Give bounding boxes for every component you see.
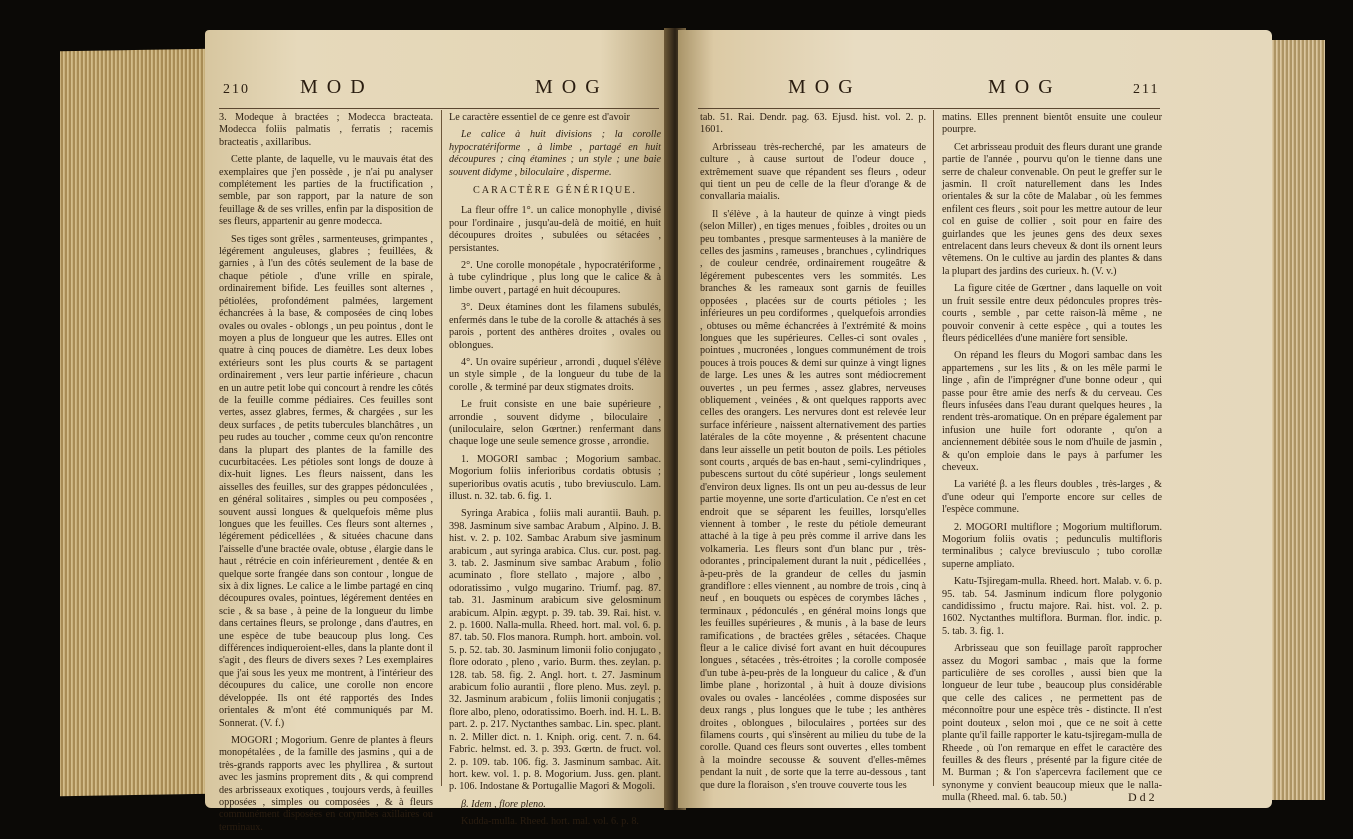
paragraph: 3°. Deux étamines dont les filamens subulés, enfermés dans le tube de la corolle & attachés à ses parois , portent des anthères droites , ovales ou oblongues.: [449, 302, 661, 351]
paragraph: 4°. Un ovaire supérieur , arrondi , duquel s'élève un style simple , de la longueur du tube de la corolle , & terminé par deux stigmates droits.: [449, 356, 661, 393]
left-header-right: M O G: [535, 76, 602, 98]
left-column-2: [449, 112, 661, 834]
right-header-right: M O G: [988, 76, 1055, 98]
left-head-rule: [219, 108, 659, 109]
paragraph: tab. 51. Rai. Dendr. pag. 63. Ejusd. hist. vol. 2. p. 1601.: [700, 112, 926, 136]
paragraph: Cette plante, de laquelle, vu le mauvais état des exemplaires que j'en possède , je n'ai pu analyser complétement les parties de la fructification , semble, par son rapport, par la nature de son feuillage & de ses vrilles, enfin par la disposition de ses fleurs, appartenir au genre modecca.: [219, 154, 433, 228]
left-column-1: [219, 112, 433, 839]
signature-mark: D d 2: [1128, 790, 1155, 804]
right-header-left: M O G: [788, 76, 855, 98]
paragraph: Katu-Tsjiregam-mulla. Rheed. hort. Malab. v. 6. p. 95. tab. 54. Jasminum indicum flore polygonio candidissimo , fructu majore. Rai. hist. vol. 2. p. 1602. Nyctanthes multiflora. Burman. flor. indic. p. 5. tab. 3. fig. 1.: [942, 576, 1162, 637]
left-page: [205, 30, 670, 833]
paragraph: 3. Modeque à bractées ; Modecca bracteata. Modecca foliis palmatis , ferratis ; racemis bracteatis , axillaribus.: [219, 112, 433, 148]
paragraph: Il s'élève , à la hauteur de quinze à vingt pieds (selon Miller) , en tiges menues , foibles , droites ou un peu tombantes , presque sarmenteuses à la manière de celles des jasmins , rameuses , branchues , cylindriques , de couleur cendrée, ordinairement rougeâtre & légérement pubescentes vers les sommités. Les branches & les rameaux sont garnis de feuilles opposées , placées sur de courts pétioles ; les inférieures un peu cordiformes , quelquefois arrondies , obtuses ou même échancrées à l'extrémité & moins longues que les supérieures. Celles-ci sont ovales , pointues , mucronées , longues communément de trois pouces à trois pouces & demi sur quinze à vingt lignes de large. Les unes & les autres sont médiocrement ouvertes , un peu fermes , assez glabres, nerveuses obliquement , veinées , & ont quelques rapports avec celles des orangers. Les nervures dont est relevée leur surface inférieure , naissent alternativement des parties latérales de la côte moyenne , & présentent chacune dans leur aisselle un petit bouton de poils. Les pétioles sont courts , arqués de bas en-haut , semi-cylindriques , pubescens surtout du côté supérieur , longs seulement d'environ deux lignes. Ils ont un peu au-dessus de leur partie moyenne, une sorte d'articulation. Ce n'est en cet endroit que se séparent les feuilles, lorsqu'elles viennent à tomber , le reste du pétiole demeurant attaché à la tige à peu près comme il arrive dans les volkameria. Les fleurs sont d'un blanc pur , très-odorantes , principalement durant la nuit , pédicellées , à-peu-près de la grandeur de celles du jasmin grandiflore : elles viennent , au nombre de trois , cinq à neuf , en bouquets ou espèces de corymbes lâches , terminaux , pédonculés , en général moins longs que les feuilles supérieures , & munis , à la base de leurs ramifications , de bractées grêles , sétacées. Chaque fleur a le calice divisé fort avant en huit découpures longues , sétacées , très-étroites ; la corolle composée d'un tube à-peu-près de la longueur du calice , & d'un limbe plane , horizontal , à huit à douze divisions ovales ou ovales - lancéolées , comme disposées sur deux rangs , plus longues que le tube ; les anthères droites , oblongues , biloculaires , portées sur des filamens courts , qui s'insèrent au milieu du tube de la corolle. Quand ces fleurs sont ouvertes , elles tombent à la moindre secousse & souvent d'elles-mêmes pendant la nuit , de sorte que la terre au-dessous , tant que dure la floraison , s'en trouve couverte tous les: [700, 208, 926, 791]
page-edges-left: [60, 49, 210, 797]
right-column-2: [942, 112, 1162, 810]
paragraph: Kudda-mulla. Rheed. hort. mal. vol. 6. p. 8.: [461, 816, 639, 828]
paragraph: 2. MOGORI multiflore ; Mogorium multiflorum. Mogorium foliis ovatis ; pedunculis multifloris terminalibus ; calyce breviusculo ; tubo corollæ superne ampliato.: [942, 521, 1162, 570]
left-running-head: [205, 76, 670, 106]
right-running-head: [678, 76, 1272, 106]
paragraph: Arbrisseau que son feuillage paroît rapprocher assez du Mogori sambac , mais que la forme particulière de ses corolles , aussi bien que la longueur de leur tube , beaucoup plus considérable que celle des calices , ne permettent pas de méconnoître pour une espèce très - distincte. Il n'est point douteux , selon moi , que ce ne soit à cette plante qu'il faille rapporter le katu-tsjiregam-mulla de Rheede , où l'on remarque en effet le caractère des feuilles & des fleurs , présenté par la figure citée de M. Burman ; & l'on s'apercevra facilement que ce synonyme y convient beaucoup mieux que le nalla-mulla (Rheed. mal. 6. tab. 50.): [942, 643, 1162, 804]
paragraph: Cet arbrisseau produit des fleurs durant une grande partie de l'année , pourvu qu'on le tienne dans une serre de chaleur convenable. On peut le greffer sur le jasmin. Il croît naturellement dans les Indes orientales & sur la côte de Malabar , où les femmes enfilent ces fleurs , soit pour les mettre autour de leur col en guise de collier , soit pour en faire des guirlandes que les jeunes gens des deux sexes entrelacent dans leurs cheveux & dont ils ornent leurs vêtemens. On le cultive au jardin des plantes & dans la plupart des jardins des curieux. ħ. (V. v.): [942, 141, 1162, 277]
right-head-rule: [698, 108, 1160, 109]
section-heading: CARACTÈRE GÉNÉRIQUE.: [473, 185, 637, 197]
paragraph: Ses tiges sont grêles , sarmenteuses, grimpantes , légérement anguleuses, glabres ; feuillées, & garnies , à l'un des côtés seulement de la base de chaque pétiole , d'une vrille en spirale, ordinairement bifide. Les feuilles sont alternes , pétiolées, profondément palmées, largement échancrées à la base, & composées de cinq lobes ovales ou ovales - oblongs , un peu pointus , dont le moyen a plus de longueur que les autres. Elles ont quatre à cinq pouces de diamètre. Les deux lobes extérieurs sont les plus courts & se partagent ordinairement , vers leur partie inférieure , chacun en un autre petit lobe qui concourt à rendre les côtés de la feuille comme pédiaires. Ces feuilles sont vertes, assez glabres, fermes, & chargées , sur les deux surfaces , de petits tubercules blanchâtres , un peu rudes au toucher , comme ceux qu'on rencontre dans la plupart des plantes de la famille des cucurbitacées. Les pétioles sont longs de douze à dix-huit lignes. Les fleurs naissent, dans les aisselles des feuilles, sur des grappes pédonculées , en général solitaires , simples ou peu composées , souvent aussi longues & quelquefois même plus longues que les feuilles. Ces fleurs sont alternes , légérement pédicellées , & situées chacune dans l'aisselle d'une bractée ovale, obtuse , élargie dans le haut , rétrécie en coin inférieurement , dentée & en quelque sorte frangée dans son contour , longue de six à dix lignes. Le calice a le limbe partagé en cinq découpures ovales, pointues, légérement dentées en scie , & sa base , à peine de la longueur du limbe dans certaines fleurs, se prolonge , dans d'autres, en une espèce de tube beaucoup plus long. Ces différences indiqueroient-elles, dans la plante dont il s'agit , des fleurs de divers sexes ? Les exemplaires que j'ai sous les yeux me montrent, à l'intérieur des découpures du calice, une corolle non encore développée. Ils ont été rapportés des Indes orientales & m'ont été communiqués par M. Sonnerat. (V. f.): [219, 233, 433, 729]
paragraph: Syringa Arabica , foliis mali aurantii. Bauh. p. 398. Jasminum sive sambac Arabum , Alpino. J. B. hist. v. 2. p. 102. Sambac Arabum sive jasminum arabicum , aut syringa arabica. Clus. cur. post. pag. 3. tab. 2. Jasminum sive sambac Arabum , folio acuminato , flore stellato , majore , albo , odoratissimo , vulgo mugarino. Triumf. pag. 87. tab. 31. Jasminum arabicum sive gelosminum arabicum. Alpin. ægypt. p. 39. tab. 39. Rai. hist. v. 2. p. 1600. Nalla-mulla. Rheed. hort. mal. vol. 6. p. 87. tab. 50. Flos manora. Rumph. hort. amboin. vol. 5. p. 52. tab. 30. Jasminum limonii folio conjugato , flore odorato , pleno , vario. Burm. thes. zeylan. p. 128. tab. 58. fig. 2. Angl. hort. t. 27. Jasminum arabicum folio aurantii , flore pleno. Mus. zeyl. p. 32. Jasminum arabicum , foliis limonii conjugatis ; flore albo, pleno, odoratissimo. Boerh. ind. H. L. B. part. 2. p. 217. Nyctanthes sambac. Lin. spec. plant. n. 2. Miller dict. n. 1. Kniph. orig. cent. 7. n. 64. Fabric. helmst. ed. 3. p. 393. Gœrtn. de fruct. vol. 2. p. 109. tab. 106. fig. 3. Jasminum sambac. Ait. hort. kew. vol. 1. p. 8. Mogorium. Juss. gen. plant. p. 106. Indostane & Portugallie Magori & Mogolі.: [449, 508, 661, 793]
paragraph: 2°. Une corolle monopétale , hypocratériforme , à tube cylindrique , plus long que le calice & à limbe ouvert , partagé en huit découpures.: [449, 260, 661, 296]
paragraph: 1. MOGORI sambac ; Mogorium sambac. Mogorium foliis inferioribus cordatis obtusis ; superioribus ovatis acutis , tubo breviusculo. Lam. illust. n. 32. tab. 6. fig. 1.: [449, 453, 661, 502]
right-column-divider: [933, 110, 934, 786]
left-header-left: M O D: [300, 76, 367, 98]
left-page-number: 210: [223, 82, 250, 97]
paragraph: matins. Elles prennent bientôt ensuite une couleur pourpre.: [942, 112, 1162, 136]
left-column-divider: [441, 110, 442, 786]
right-page-number: 211: [1133, 82, 1160, 97]
paragraph: Le caractère essentiel de ce genre est d'avoir: [449, 112, 630, 123]
paragraph: Le fruit consiste en une baie supérieure , arrondie , souvent didyme , biloculaire , (uniloculaire, selon Gœrtner.) renfermant dans chaque loge une seule semence grosse , arrondie.: [449, 399, 661, 448]
paragraph: La fleur offre 1°. un calice monophylle , divisé pour l'ordinaire , jusqu'au-delà de moitié, en huit découpures droites , subulées ou sétacées , persistantes.: [449, 205, 661, 254]
right-page: [678, 30, 1272, 808]
paragraph: La figure citée de Gœrtner , dans laquelle on voit un fruit sessile entre deux pédoncules propres très-courts , semble , par cette raison-là même , ne pouvoir convenir à cette espèce , qui a toutes les fleurs pédicellées d'une manière fort sensible.: [942, 283, 1162, 344]
paragraph: β. Idem , flore pleno.: [461, 798, 546, 810]
paragraph: Arbrisseau très-recherché, par les amateurs de culture , à cause surtout de l'odeur douce , extrêmement suave que répandent ses fleurs , odeur qui tient un peu de celle de la fleur d'orange & de convallaria maialis.: [700, 141, 926, 203]
paragraph: Le calice à huit divisions ; la corolle hypocratériforme , à limbe , partagé en huit découpures ; cinq étamines ; un style ; une baie souvent didyme , biloculaire , dispermе.: [449, 129, 661, 178]
paragraph: La variété β. a les fleurs doubles , très-larges , & d'une odeur qui l'emporte encore sur celles de l'espèce commune.: [942, 479, 1162, 516]
paragraph: On répand les fleurs du Mogori sambac dans les appartemens , sur les lits , & on les mêle parmi le linge , afin de l'imprégner d'une bonne odeur , qui passe pour être amie des nerfs & du cerveau. Ces fleurs infusées dans l'eau durant quelques heures , la rendent très-aromatique. On en prépare également par infusion une huile fort odorante , qu'on a anciennement débitée sous le nom d'huile de jasmin , & qu'on emploie dans le pays à parfumer les cheveux.: [942, 350, 1162, 473]
right-column-1: [700, 112, 926, 797]
paragraph: MOGORI ; Mogorium. Genre de plantes à fleurs monopétalées , de la famille des jasmins , qui a de très-grands rapports avec les phyllirea , & surtout avec les jasmins proprement dits , & qui comprend des arbrisseaux exotiques , toujours verds, à feuilles opposées , simples ou composées , & à fleurs communément disposées en corymbes axillaires ou terminaux.: [219, 734, 433, 833]
